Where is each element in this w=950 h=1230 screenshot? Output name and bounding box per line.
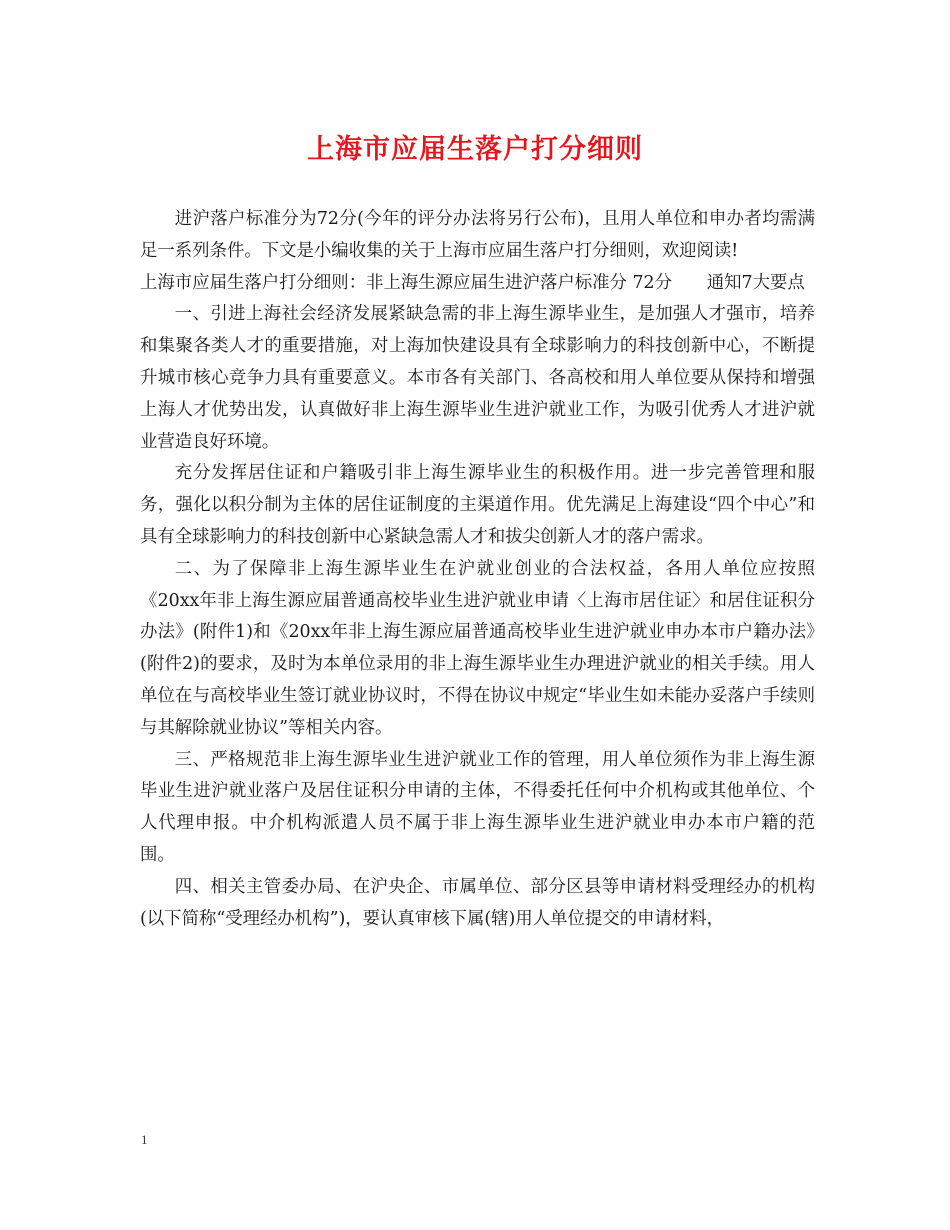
document-body — [140, 204, 815, 935]
document-title: 上海市应届生落户打分细则 — [307, 134, 643, 165]
paragraph-residence: 充分发挥居住证和户籍吸引非上海生源毕业生的积极作用。进一步完善管理和服务，强化以积分制为主体的居住证制度的主渠道作用。优先满足上海建设“四个中心”和具有全球影响力的科技创新中心紧缺急需人才和拔尖创新人才的落户需求。 — [140, 463, 815, 547]
paragraph-point-4: 四、相关主管委办局、在沪央企、市属单位、部分区县等申请材料受理经办的机构(以下简称“受理经办机构”)，要认真审核下属(辖)用人单位提交的申请材料， — [140, 876, 815, 929]
paragraph-intro: 进沪落户标准分为72分(今年的评分办法将另行公布)，且用人单位和申办者均需满足一系列条件。下文是小编收集的关于上海市应届生落户打分细则，欢迎阅读! — [140, 209, 815, 261]
paragraph-point-2: 二、为了保障非上海生源毕业生在沪就业创业的合法权益，各用人单位应按照《20xx年非上海生源应届普通高校毕业生进沪就业申请〈上海市居住证〉和居住证积分办法》(附件1)和《20xx年非上海生源应届普通高校毕业生进沪就业申办本市户籍办法》(附件2)的要求，及时为本单位录用的非上海生源毕业生办理进沪就业的相关手续。用人单位在与高校毕业生签订就业协议时，不得在协议中规定“毕业生如未能办妥落户手续则与其解除就业协议”等相关内容。 — [140, 558, 815, 738]
page-number: 1 — [141, 1132, 148, 1147]
paragraph-point-3: 三、严格规范非上海生源毕业生进沪就业工作的管理，用人单位须作为非上海生源毕业生进沪就业落户及居住证积分申请的主体，不得委托任何中介机构或其他单位、个人代理申报。中介机构派遣人员不属于非上海生源毕业生进沪就业申办本市户籍的范围。 — [140, 749, 815, 865]
paragraph-subheading: 上海市应届生落户打分细则：非上海生源应届生进沪落户标准分 72分 通知7大要点 — [140, 272, 805, 293]
paragraph-point-1: 一、引进上海社会经济发展紧缺急需的非上海生源毕业生，是加强人才强市，培养和集聚各类人才的重要措施，对上海加快建设具有全球影响力的科技创新中心，不断提升城市核心竞争力具有重要意义。本市各有关部门、各高校和用人单位要从保持和增强上海人才优势出发，认真做好非上海生源毕业生进沪就业工作，为吸引优秀人才进沪就业营造良好环境。 — [140, 304, 815, 452]
